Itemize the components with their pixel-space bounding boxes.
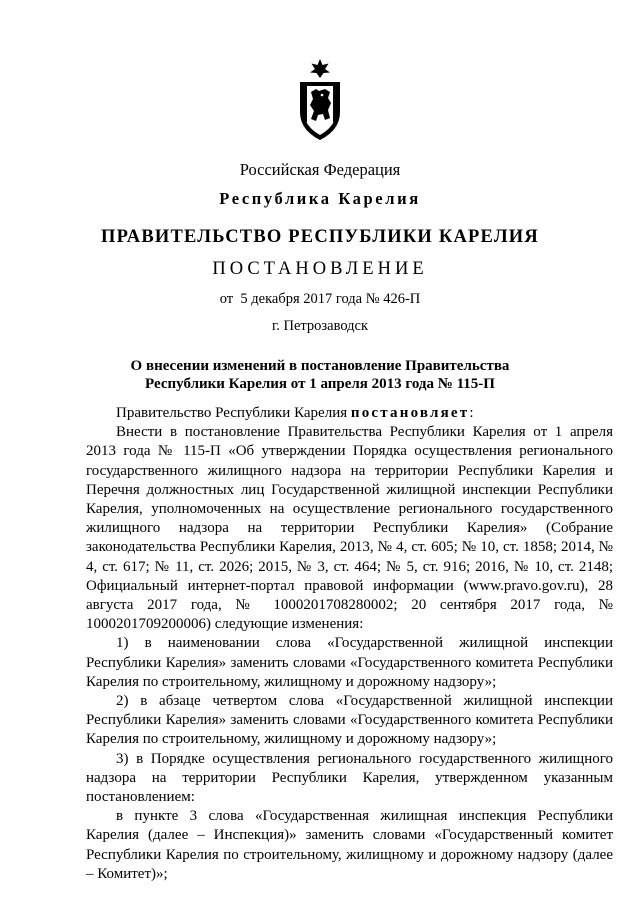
- country-name: Российская Федерация: [239, 160, 401, 179]
- change-item-3-sub: в пункте 3 слова «Государственная жилищная инспекция Республики Карелия (далее – Инспекция)» заменить словами «Государственный комитет Республики Карелия по строительному, жилищному и дорожному надзору (далее – Комитет)»;: [86, 808, 613, 882]
- document-title-line-1: О внесении изменений в постановление Правительства: [130, 358, 510, 374]
- government-name: ПРАВИТЕЛЬСТВО РЕСПУБЛИКИ КАРЕЛИЯ: [101, 227, 539, 247]
- intro-suffix: :: [469, 405, 474, 421]
- intro-paragraph: [86, 404, 613, 423]
- document-date-number: от 5 декабря 2017 года № 426-П: [219, 291, 421, 307]
- republic-name: Республика Карелия: [219, 189, 421, 208]
- document-city: г. Петрозаводск: [271, 318, 369, 334]
- republic-karelia-coat-of-arms-icon: [297, 58, 343, 142]
- intro-prefix: Правительство Республики Карелия: [116, 405, 351, 421]
- intro-verb: постановляет: [350, 405, 470, 421]
- body-paragraph-main: Внести в постановление Правительства Республики Карелия от 1 апреля 2013 года № 115-П «Об утверждении Порядка осуществления регионального государственного жилищного надзора на территории Республики Карелия и Перечня должностных лиц Государственной жилищной инспекции Республики Карелия, уполномоченных на осуществление регионального государственного жилищного надзора на территории Республики Карелия» (Собрание законодательства Республики Карелия, 2013, № 4, ст. 605; № 10, ст. 1858; 2014, № 4, ст. 617; № 11, ст. 2026; 2015, № 3, ст. 464; № 5, ст. 916; 2016, № 10, ст. 2148; Официальный интернет-портал правовой информации (www.pravo.gov.ru), 28 августа 2017 года, № 1000201708280002; 20 сентября 2017 года, № 1000201709200006) следующие изменения:: [86, 424, 613, 633]
- document-title-line-2: Республики Карелия от 1 апреля 2013 года № 115-П: [145, 376, 495, 392]
- change-item-2: 2) в абзаце четвертом слова «Государственной жилищной инспекции Республики Карелия» заменить словами «Государственного комитета Республики Карелия по строительному, жилищному и дорожному надзору»;: [86, 693, 613, 748]
- document-type: ПОСТАНОВЛЕНИЕ: [212, 259, 428, 279]
- document-body: [86, 404, 613, 884]
- change-item-3: 3) в Порядке осуществления регионального государственного жилищного надзора на территории Республики Карелия, утвержденном указанным постановлением:: [86, 750, 613, 806]
- document-title: [0, 357, 640, 393]
- change-item-1: 1) в наименовании слова «Государственной жилищной инспекции Республики Карелия» заменить словами «Государственного комитета Республики Карелия по строительному, жилищному и дорожному надзору»;: [86, 635, 613, 690]
